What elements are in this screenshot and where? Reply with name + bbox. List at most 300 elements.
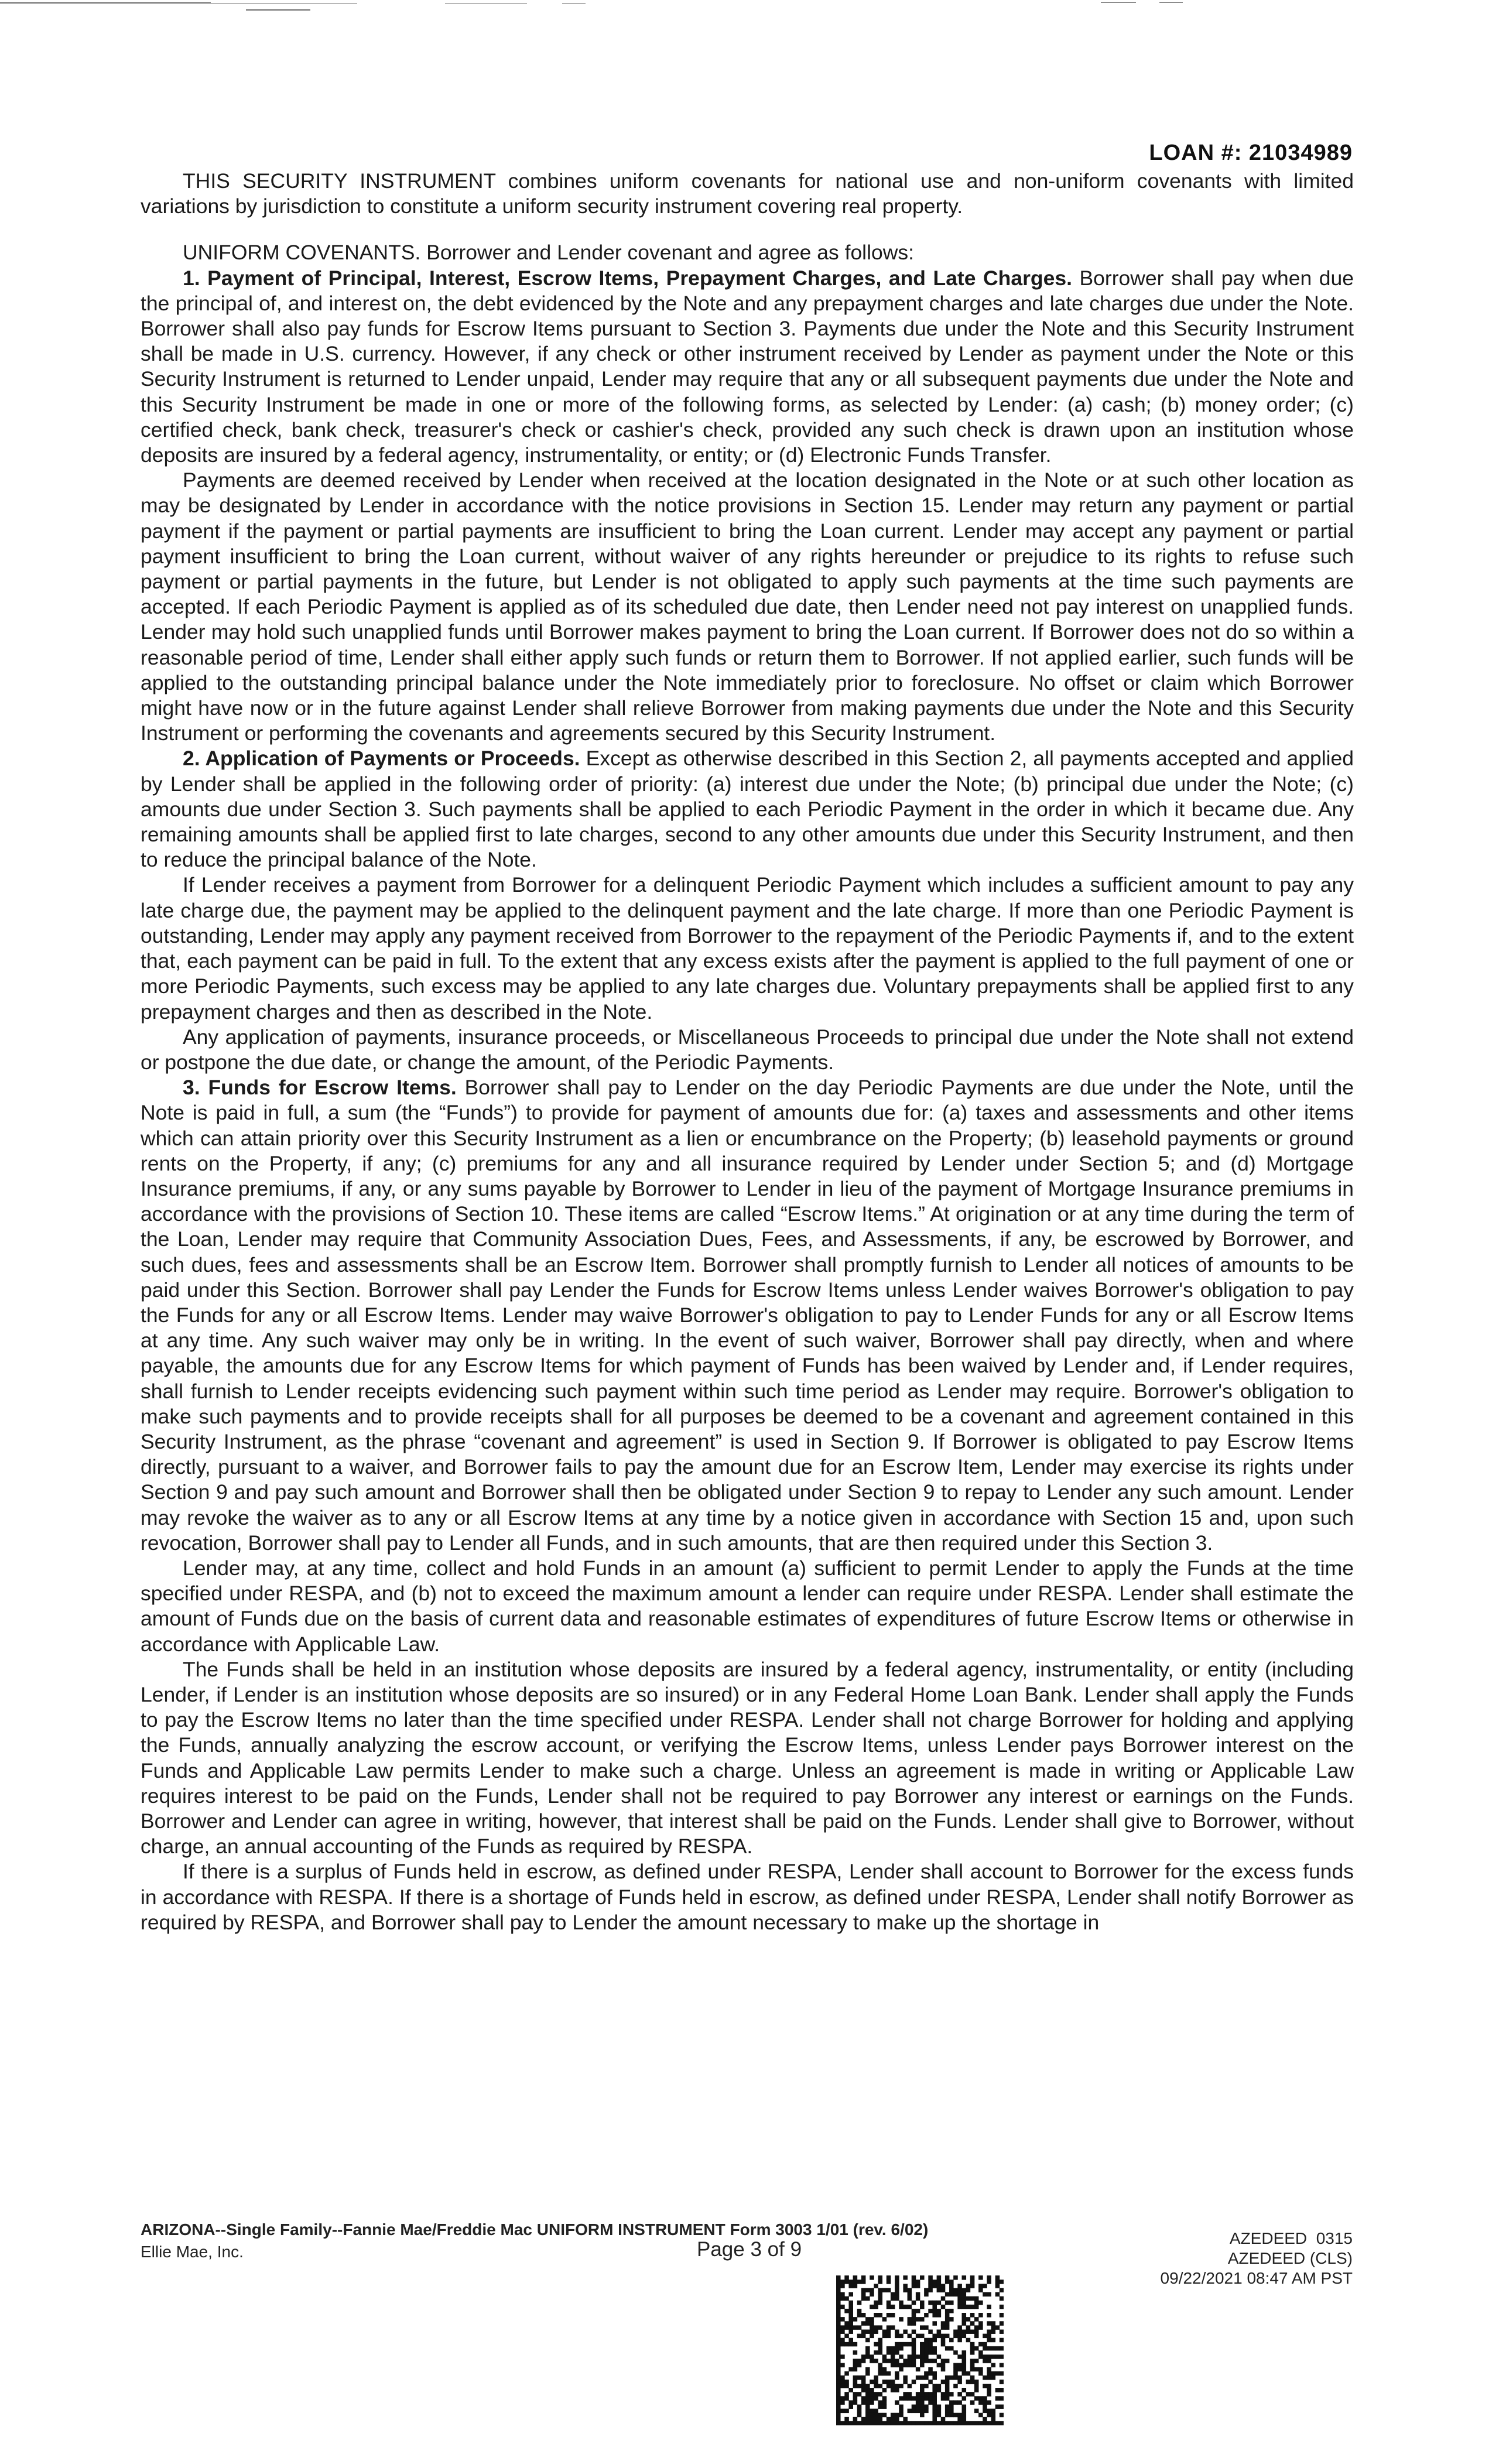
barcode-module <box>861 2421 866 2425</box>
barcode-module <box>916 2421 920 2425</box>
barcode-module <box>882 2396 887 2401</box>
barcode-module <box>953 2376 958 2380</box>
barcode-module <box>878 2301 883 2305</box>
barcode-module <box>987 2346 991 2351</box>
barcode-module <box>916 2400 920 2405</box>
barcode-module <box>945 2313 950 2318</box>
barcode-module <box>848 2367 853 2371</box>
barcode-module <box>891 2313 895 2318</box>
barcode-module <box>840 2396 845 2401</box>
barcode-module <box>895 2413 899 2418</box>
barcode-module <box>882 2334 887 2339</box>
barcode-module <box>920 2363 925 2367</box>
barcode-module <box>912 2355 916 2359</box>
barcode-module <box>949 2280 954 2284</box>
barcode-module <box>912 2363 916 2367</box>
barcode-module <box>978 2288 983 2292</box>
barcode-module <box>903 2359 908 2363</box>
barcode-module <box>861 2400 866 2405</box>
barcode-module <box>836 2297 841 2301</box>
barcode-module <box>887 2417 891 2422</box>
barcode-module <box>991 2409 996 2414</box>
barcode-module <box>861 2376 866 2380</box>
barcode-module <box>966 2338 971 2343</box>
barcode-module <box>1000 2404 1004 2409</box>
barcode-module <box>836 2284 841 2288</box>
barcode-module <box>908 2321 912 2326</box>
barcode-module <box>916 2284 920 2288</box>
barcode-module <box>908 2363 912 2367</box>
barcode-module <box>844 2280 849 2284</box>
footer-doc-info <box>1161 2229 1353 2288</box>
barcode-module <box>912 2421 916 2425</box>
barcode-module <box>865 2409 870 2414</box>
barcode-module <box>937 2301 942 2305</box>
barcode-module <box>983 2355 987 2359</box>
barcode-module <box>937 2288 942 2292</box>
barcode-module <box>882 2404 887 2409</box>
barcode-module <box>878 2346 883 2351</box>
barcode-module <box>853 2284 858 2288</box>
barcode-module <box>870 2355 874 2359</box>
section-3-paragraph <box>141 1075 1354 1556</box>
barcode-module <box>924 2404 929 2409</box>
barcode-module <box>891 2325 895 2330</box>
barcode-module <box>870 2292 874 2297</box>
barcode-module <box>937 2409 942 2414</box>
barcode-module <box>912 2301 916 2305</box>
barcode-module <box>836 2346 841 2351</box>
barcode-module <box>920 2388 925 2393</box>
barcode-module <box>937 2313 942 2318</box>
barcode-module <box>853 2396 858 2401</box>
barcode-module <box>861 2321 866 2326</box>
barcode-module <box>895 2376 899 2380</box>
barcode-module <box>844 2309 849 2314</box>
barcode-module <box>903 2329 908 2334</box>
barcode-module <box>865 2329 870 2334</box>
barcode-module <box>874 2350 878 2355</box>
barcode-module <box>978 2413 983 2418</box>
barcode-module <box>878 2363 883 2367</box>
barcode-module <box>887 2371 891 2376</box>
barcode-module <box>974 2325 979 2330</box>
barcode-module <box>895 2297 899 2301</box>
barcode-module <box>848 2305 853 2309</box>
barcode-module <box>1000 2355 1004 2359</box>
barcode-module <box>949 2288 954 2292</box>
scan-artifact-top <box>0 0 1499 15</box>
barcode-module <box>941 2342 946 2347</box>
barcode-module <box>957 2400 962 2405</box>
barcode-module <box>974 2317 979 2322</box>
barcode-module <box>928 2275 933 2280</box>
barcode-module <box>978 2350 983 2355</box>
barcode-module <box>891 2421 895 2425</box>
barcode-module <box>1000 2321 1004 2326</box>
barcode-module <box>966 2288 971 2292</box>
barcode-module <box>957 2392 962 2397</box>
barcode-module <box>853 2359 858 2363</box>
barcode-module <box>853 2363 858 2367</box>
barcode-module <box>966 2305 971 2309</box>
barcode-module <box>903 2417 908 2422</box>
barcode-module <box>924 2313 929 2318</box>
barcode-module <box>966 2297 971 2301</box>
barcode-module <box>912 2409 916 2414</box>
barcode-module <box>949 2317 954 2322</box>
barcode-module <box>844 2421 849 2425</box>
barcode-module <box>962 2371 967 2376</box>
barcode-module <box>844 2334 849 2339</box>
barcode-module <box>957 2305 962 2309</box>
barcode-module <box>840 2292 845 2297</box>
barcode-module <box>865 2317 870 2322</box>
barcode-module <box>945 2376 950 2380</box>
barcode-module <box>836 2321 841 2326</box>
barcode-module <box>953 2421 958 2425</box>
barcode-module <box>966 2284 971 2288</box>
barcode-module <box>941 2284 946 2288</box>
barcode-module <box>1000 2388 1004 2393</box>
barcode-module <box>840 2297 845 2301</box>
barcode-module <box>928 2359 933 2363</box>
barcode-module <box>891 2355 895 2359</box>
barcode-module <box>848 2388 853 2393</box>
barcode-module <box>870 2317 874 2322</box>
barcode-module <box>853 2325 858 2330</box>
barcode-module <box>878 2400 883 2405</box>
barcode-module <box>928 2392 933 2397</box>
barcode-module <box>983 2384 987 2388</box>
barcode-module <box>887 2380 891 2384</box>
barcode-module <box>920 2342 925 2347</box>
barcode-module <box>887 2288 891 2292</box>
barcode-module <box>899 2421 903 2425</box>
barcode-module <box>878 2313 883 2318</box>
barcode-module <box>953 2400 958 2405</box>
barcode-module <box>836 2413 841 2418</box>
barcode-module <box>928 2301 933 2305</box>
barcode-module <box>1000 2288 1004 2292</box>
barcode-module <box>870 2396 874 2401</box>
barcode-module <box>865 2392 870 2397</box>
barcode-module <box>853 2421 858 2425</box>
barcode-module <box>949 2409 954 2414</box>
barcode-module <box>836 2359 841 2363</box>
barcode-module <box>937 2275 942 2280</box>
barcode-module <box>987 2305 991 2309</box>
barcode-module <box>995 2421 1000 2425</box>
barcode-module <box>928 2288 933 2292</box>
barcode-module <box>978 2275 983 2280</box>
barcode-module <box>836 2409 841 2414</box>
barcode-module <box>865 2350 870 2355</box>
barcode-module <box>949 2338 954 2343</box>
barcode-module <box>887 2301 891 2305</box>
barcode-module <box>870 2392 874 2397</box>
barcode-module <box>865 2371 870 2376</box>
barcode-module <box>953 2371 958 2376</box>
barcode-module <box>928 2400 933 2405</box>
barcode-module <box>983 2284 987 2288</box>
barcode-module <box>836 2421 841 2425</box>
barcode-module <box>920 2301 925 2305</box>
barcode-module <box>974 2421 979 2425</box>
barcode-module <box>937 2309 942 2314</box>
barcode-module <box>978 2342 983 2347</box>
barcode-module <box>899 2409 903 2414</box>
barcode-module <box>962 2350 967 2355</box>
barcode-module <box>836 2363 841 2367</box>
barcode-module <box>853 2400 858 2405</box>
barcode-module <box>836 2350 841 2355</box>
barcode-module <box>874 2359 878 2363</box>
barcode-module <box>848 2280 853 2284</box>
barcode-module <box>903 2284 908 2288</box>
barcode-module <box>974 2305 979 2309</box>
barcode-module <box>840 2338 845 2343</box>
barcode-module <box>957 2329 962 2334</box>
barcode-module <box>920 2350 925 2355</box>
barcode-module <box>983 2409 987 2414</box>
barcode-module <box>836 2355 841 2359</box>
barcode-module <box>932 2404 937 2409</box>
barcode-module <box>895 2275 899 2280</box>
paragraph-text: Borrower shall pay to Lender on the day Periodic Payments are due under the Note, until the Note is paid in full, a sum (the “Funds”) to provide for payment of amounts due for: (a) taxes and assessments and other items which can attain priority over this Security Instrument as a lien or encumbrance on the Property; (b) leasehold payments or ground rents on the Property, if any; (c) premiums for any and all insurance required by Lender under Section 5; and (d) Mortgage Insurance premiums, if any, or any sums payable by Borrower to Lender in lieu of the payment of Mortgage Insurance premiums in accordance with the provisions of Section 10. These items are called “Escrow Items.” At origination or at any time during the term of the Loan, Lender may require that Community Association Dues, Fees, and Assessments, if any, be escrowed by Borrower, and such dues, fees and assessments shall be an Escrow Item. Borrower shall promptly furnish to Lender all notices of amounts to be paid under this Section. Borrower shall pay Lender the Funds for Escrow Items unless Lender waives Borrower's obligation to pay the Funds for any or all Escrow Items. Lender may waive Borrower's obligation to pay to Lender Funds for any or all Escrow Items at any time. Any such waiver may only be in writing. In the event of such waiver, Borrower shall pay directly, when and where payable, the amounts due for any Escrow Items for which payment of Funds has been waived by Lender and, if Lender requires, shall furnish to Lender receipts evidencing such payment within such time period as Lender may require. Borrower's obligation to make such payments and to provide receipts shall for all purposes be deemed to be a covenant and agreement contained in this Security Instrument, as the phrase “covenant and agreement” is used in Section 9. If Borrower is obligated to pay Escrow Items directly, pursuant to a waiver, and Borrower fails to pay the amount due for an Escrow Item, Lender may exercise its rights under Section 9 and pay such amount and Borrower shall then be obligated under Section 9 to repay to Lender any such amount. Lender may revoke the waiver as to any or all Escrow Items at any time by a notice given in accordance with Section 15 and, upon such revocation, Borrower shall pay to Lender all Funds, and in such amounts, that are then required under this Section 3. <box>141 1076 1354 1555</box>
barcode-module <box>978 2284 983 2288</box>
barcode-module <box>949 2346 954 2351</box>
barcode-module <box>887 2384 891 2388</box>
barcode-module <box>908 2305 912 2309</box>
barcode-module <box>899 2384 903 2388</box>
barcode-module <box>937 2280 942 2284</box>
barcode-module <box>891 2363 895 2367</box>
barcode-module <box>878 2275 883 2280</box>
barcode-module <box>924 2342 929 2347</box>
barcode-module <box>908 2288 912 2292</box>
barcode-module <box>844 2342 849 2347</box>
barcode-module <box>840 2284 845 2288</box>
barcode-module <box>853 2280 858 2284</box>
barcode-module <box>861 2288 866 2292</box>
barcode-module <box>970 2280 975 2284</box>
barcode-module <box>920 2404 925 2409</box>
barcode-module <box>962 2292 967 2297</box>
barcode-module <box>983 2334 987 2339</box>
barcode-module <box>836 2313 841 2318</box>
barcode-module <box>912 2280 916 2284</box>
barcode-module <box>920 2325 925 2330</box>
barcode-module <box>865 2388 870 2393</box>
barcode-module <box>899 2305 903 2309</box>
barcode-module <box>887 2346 891 2351</box>
barcode-module <box>932 2384 937 2388</box>
barcode-module <box>882 2329 887 2334</box>
barcode-module <box>966 2317 971 2322</box>
barcode-module <box>853 2342 858 2347</box>
barcode-module <box>836 2280 841 2284</box>
barcode-module <box>983 2359 987 2363</box>
barcode-module <box>899 2346 903 2351</box>
barcode-module <box>987 2384 991 2388</box>
barcode-module <box>908 2334 912 2339</box>
barcode-module <box>978 2325 983 2330</box>
section-2-paragraph <box>141 746 1354 872</box>
barcode-module <box>895 2284 899 2288</box>
barcode-module <box>882 2380 887 2384</box>
barcode-module <box>853 2384 858 2388</box>
paragraph: Lender may, at any time, collect and hold Funds in an amount (a) sufficient to permit Lender to apply the Funds at the time specified under RESPA, and (b) not to exceed the maximum amount a lender can require under RESPA. Lender shall estimate the amount of Funds due on the basis of current data and reasonable estimates of expenditures of future Escrow Items or otherwise in accordance with Applicable Law. <box>141 1556 1354 1656</box>
barcode-module <box>945 2392 950 2397</box>
barcode-module <box>945 2396 950 2401</box>
barcode-module <box>920 2355 925 2359</box>
barcode-module <box>949 2392 954 2397</box>
barcode-module <box>882 2317 887 2322</box>
barcode-module <box>853 2380 858 2384</box>
barcode-module <box>945 2380 950 2384</box>
barcode-module <box>949 2404 954 2409</box>
barcode-module <box>962 2334 967 2339</box>
barcode-module <box>983 2342 987 2347</box>
barcode-module <box>870 2413 874 2418</box>
barcode-module <box>962 2359 967 2363</box>
barcode-module <box>895 2363 899 2367</box>
barcode-module <box>882 2288 887 2292</box>
barcode-module <box>932 2321 937 2326</box>
barcode-module <box>899 2301 903 2305</box>
barcode-module <box>857 2376 862 2380</box>
barcode-module <box>848 2313 853 2318</box>
barcode-module <box>983 2292 987 2297</box>
barcode-module <box>945 2309 950 2314</box>
barcode-module <box>945 2346 950 2351</box>
barcode-module <box>945 2404 950 2409</box>
barcode-module <box>941 2380 946 2384</box>
barcode-module <box>848 2342 853 2347</box>
barcode-module <box>840 2342 845 2347</box>
barcode-module <box>1000 2338 1004 2343</box>
barcode-module <box>991 2346 996 2351</box>
barcode-module <box>987 2292 991 2297</box>
barcode-module <box>844 2380 849 2384</box>
barcode-module <box>953 2329 958 2334</box>
barcode-module <box>928 2396 933 2401</box>
barcode-module <box>874 2380 878 2384</box>
barcode-module <box>891 2388 895 2393</box>
barcode-module <box>987 2280 991 2284</box>
barcode-module <box>957 2376 962 2380</box>
barcode-module <box>928 2342 933 2347</box>
barcode-module <box>991 2421 996 2425</box>
barcode-module <box>848 2301 853 2305</box>
barcode-module <box>991 2376 996 2380</box>
barcode-module <box>857 2301 862 2305</box>
barcode-module <box>983 2376 987 2380</box>
barcode-module <box>865 2355 870 2359</box>
barcode-module <box>920 2421 925 2425</box>
barcode-module <box>908 2355 912 2359</box>
barcode-module <box>953 2384 958 2388</box>
barcode-module <box>908 2317 912 2322</box>
footer-company: Ellie Mae, Inc. <box>141 2243 244 2261</box>
barcode-module <box>857 2363 862 2367</box>
barcode-module <box>995 2275 1000 2280</box>
barcode-module <box>991 2329 996 2334</box>
barcode-module <box>983 2404 987 2409</box>
paragraph-text: Except as otherwise described in this Section 2, all payments accepted and applied by Lender shall be applied in the following order of priority: (a) interest due under the Note; (b) principal due under the Note; (c) amounts due under Section 3. Such payments shall be applied to each Periodic Payment in the order in which it became due. Any remaining amounts shall be applied first to late charges, second to any other amounts due under this Security Instrument, and then to reduce the principal balance of the Note. <box>141 747 1354 872</box>
barcode-module <box>916 2292 920 2297</box>
barcode-module <box>899 2317 903 2322</box>
barcode-module <box>840 2376 845 2380</box>
barcode-module <box>974 2301 979 2305</box>
barcode-module <box>920 2334 925 2339</box>
barcode-module <box>957 2288 962 2292</box>
barcode-module <box>970 2350 975 2355</box>
barcode-module <box>865 2384 870 2388</box>
barcode-module <box>870 2325 874 2330</box>
barcode-module <box>962 2388 967 2393</box>
barcode-module <box>932 2413 937 2418</box>
barcode-module <box>945 2325 950 2330</box>
barcode-module <box>912 2313 916 2318</box>
barcode-module <box>891 2384 895 2388</box>
barcode-module <box>840 2384 845 2388</box>
barcode-module <box>848 2292 853 2297</box>
barcode-module <box>962 2355 967 2359</box>
barcode-module <box>865 2396 870 2401</box>
barcode-module <box>941 2421 946 2425</box>
barcode-module <box>949 2309 954 2314</box>
barcode-module <box>970 2284 975 2288</box>
barcode-module <box>840 2409 845 2414</box>
barcode-module <box>870 2421 874 2425</box>
barcode-module <box>991 2321 996 2326</box>
barcode-module <box>882 2413 887 2418</box>
barcode-module <box>949 2284 954 2288</box>
barcode-module <box>966 2421 971 2425</box>
barcode-module <box>970 2346 975 2351</box>
barcode-module <box>895 2334 899 2339</box>
barcode-module <box>962 2363 967 2367</box>
barcode-module <box>1000 2380 1004 2384</box>
barcode-module <box>920 2413 925 2418</box>
barcode-module <box>836 2388 841 2393</box>
paragraph-uniform-covenants: UNIFORM COVENANTS. Borrower and Lender covenant and agree as follows: <box>183 241 914 265</box>
barcode-module <box>970 2363 975 2367</box>
barcode-module <box>891 2305 895 2309</box>
barcode-module <box>920 2359 925 2363</box>
barcode-module <box>953 2334 958 2339</box>
barcode-module <box>932 2305 937 2309</box>
barcode-module <box>903 2392 908 2397</box>
barcode-module <box>916 2409 920 2414</box>
barcode-module <box>895 2400 899 2405</box>
barcode-module <box>912 2350 916 2355</box>
barcode-module <box>899 2334 903 2339</box>
barcode-module <box>941 2367 946 2371</box>
barcode-module <box>941 2392 946 2397</box>
barcode-module <box>945 2359 950 2363</box>
barcode-module <box>941 2359 946 2363</box>
barcode-module <box>924 2338 929 2343</box>
barcode-module <box>836 2342 841 2347</box>
barcode-module <box>895 2288 899 2292</box>
barcode-module <box>962 2409 967 2414</box>
barcode-module <box>991 2325 996 2330</box>
barcode-module <box>945 2317 950 2322</box>
barcode-module <box>865 2421 870 2425</box>
